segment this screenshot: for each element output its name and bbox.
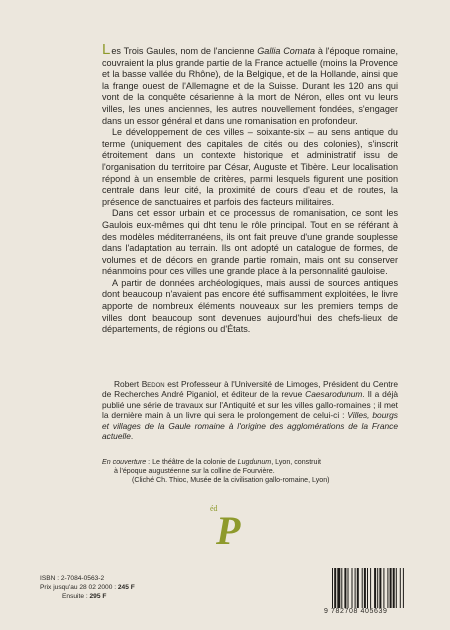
barcode-bar	[396, 568, 397, 608]
barcode-bar	[403, 568, 404, 608]
summary-text	[102, 41, 398, 336]
barcode-bar	[374, 568, 376, 608]
barcode-bar	[400, 568, 401, 608]
barcode-bar	[348, 568, 349, 608]
barcode-bar	[377, 568, 378, 608]
summary-paragraph-4: A partir de données archéologiques, mais aussi de sources antiques dont beaucoup n'avaient pas encore été suffisamment exploitées, le livre apporte de nombreux éléments nouveaux sur les premiers temps de villes dont beaucoup sont devenues aujourd'hui des chefs-lieux de départements, de régions ou d'États.	[102, 277, 398, 335]
publisher-logo-small: éd	[210, 504, 218, 513]
barcode-bar	[344, 568, 346, 608]
publisher-logo-letter: P	[216, 508, 241, 552]
barcode-bar	[367, 568, 368, 608]
author-bio: Robert Bedon est Professeur à l'Université de Limoges, Président du Centre de Recherches André Piganiol, et éditeur de la revue Caesarodunum. Il a déjà publié une série de travaux sur l'Antiquité et sur les villes gallo-romaines ; il met la dernière main à un livre qui sera le prolongement de celui-ci : Villes, bourgs et villages de la Gaule romaine à l'origine des agglomérations de la France actuelle.	[102, 379, 398, 442]
barcode-bar	[387, 568, 388, 608]
barcode-bar	[390, 568, 392, 608]
publisher-logo	[208, 500, 242, 552]
barcode-bar	[393, 568, 395, 608]
cover-caption: En couverture : Le théâtre de la colonie de Lugdunum, Lyon, construit à l'époque augustéenne sur la colline de Fourvière. (Cliché Ch. Thioc, Musée de la civilisation gallo-romaine, Lyon)	[102, 458, 398, 486]
barcode-bar	[332, 568, 333, 608]
price-until-2000: Prix jusqu'au 28 02 2000 : 245 F	[40, 584, 135, 592]
barcode-bar	[379, 568, 381, 608]
barcode-bar	[334, 568, 336, 608]
next-book-title: Villes, bourgs et villages de la Gaule romaine à l'origine des agglomérations de la France actuelle	[102, 410, 398, 442]
barcode-bar	[357, 568, 359, 608]
barcode-bar	[355, 568, 356, 608]
barcode-bar	[370, 568, 371, 608]
barcode-bar	[362, 568, 363, 608]
barcode	[330, 568, 420, 608]
summary-paragraph-1: Les Trois Gaules, nom de l'ancienne Gallia Comata à l'époque romaine, couvraient la plus grande partie de la France actuelle (moins la Provence et la basse vallée du Rhône), de la Belgique, et de la Hollande, ainsi que la frange ouest de l'Allemagne et de la Suisse. Durant les 120 ans qui vont de la conquête césarienne à la mort de Néron, elles ont vu leurs villes, les unes anciennes, les autres nouvellement fondées, s'engager dans un essor général et dans une romanisation en profondeur.	[102, 41, 398, 126]
barcode-bar	[383, 568, 384, 608]
barcode-bar	[364, 568, 366, 608]
barcode-bar	[352, 568, 353, 608]
drop-cap: L	[102, 41, 111, 58]
photo-credit: (Cliché Ch. Thioc, Musée de la civilisation gallo-romaine, Lyon)	[132, 476, 330, 485]
summary-paragraph-3: Dans cet essor urbain et ce processus de romanisation, ce sont les Gaulois eux-mêmes qui dht tenu le rôle principal. Tout en se référant à des modèles méditerranéens, ils ont fait preuve d'une grande souplesse dans l'adaptation au terrain. Ils ont adopté un catalogue de formes, de volumes et de décors en grande partie romain, mais ont su conserver néanmoins pour ces villes une grande place à la personnalité gauloise.	[102, 208, 398, 277]
price-after: Ensuite : 295 F	[62, 593, 107, 601]
isbn-number: ISBN : 2-7084-0563-2	[40, 575, 105, 582]
isbn-block	[40, 574, 135, 602]
author-name: Bedon	[141, 379, 165, 389]
barcode-digits: 9 782708 405639	[324, 608, 388, 615]
barcode-bar	[341, 568, 342, 608]
summary-paragraph-2: Le développement de ces villes – soixante-six – au sens antique du terme (uniquement des capitales de cités ou des colonies), s'inscrit étroitement dans un contexte historique et administratif issu de l'organisation du territoire par César, Auguste et Tibère. Leur localisation répond à un ensemble de critères, parmi lesquels figurent une position centrale dans leur cité, la proximité de cours d'eau et de routes, la présence de sanctuaires et parfois des facteurs militaires.	[102, 127, 398, 207]
barcode-bar	[337, 568, 340, 608]
